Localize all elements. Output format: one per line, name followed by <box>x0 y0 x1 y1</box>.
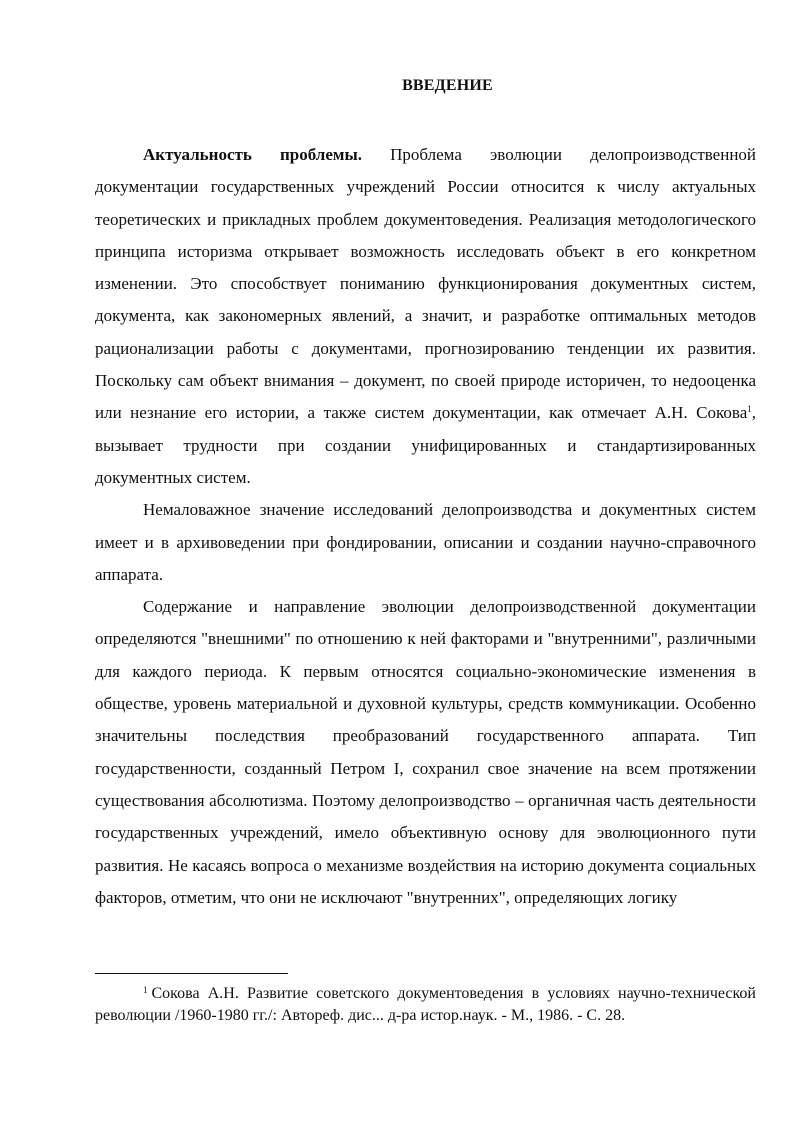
footnote-reference[interactable]: 1 <box>747 404 752 415</box>
footnote <box>95 983 756 1026</box>
paragraph-relevance <box>95 139 756 494</box>
paragraph-evolution: Содержание и направление эволюции делопроизводственной документации определяются "внешними" по отношению к ней факторами и "внутренними", различными для каждого периода. К первым относятся социально-экономические изменения в обществе, уровень материальной и духовной культуры, средств коммуникации. Особенно значительны последствия преобразований государственного аппарата. Тип государственности, созданный Петром I, сохранил свое значение на всем протяжении существования абсолютизма. Поэтому делопроизводство – органичная часть деятельности государственных учреждений, имело объективную основу для эволюционного пути развития. Не касаясь вопроса о механизме воздействия на историю документа социальных факторов, отметим, что они не исключают "внутренних", определяющих логику <box>95 597 756 907</box>
paragraph-archival: Немаловажное значение исследований делопроизводства и документных систем имеет и в архивоведении при фондировании, описании и создании научно-справочного аппарата. <box>95 500 756 584</box>
footnote-marker: 1 <box>143 985 148 995</box>
body-text <box>95 139 756 914</box>
paragraph-text: Проблема эволюции делопроизводственной документации государственных учреждений России относится к числу актуальных теоретических и прикладных проблем документоведения. Реализация методологического принципа историзма открывает возможность исследовать объект в его конкретном изменении. Это способствует пониманию функционирования документных систем, документа, как закономерных явлений, а значит, и разработке оптимальных методов рационализации работы с документами, прогнозированию тенденции их развития. Поскольку сам объект внимания – документ, по своей природе историчен, то недооценка или незнание его истории, а также систем документации, как отмечает А.Н. Сокова <box>95 145 757 423</box>
footnote-divider <box>95 973 288 974</box>
page-title: ВВЕДЕНИЕ <box>402 77 493 94</box>
paragraph-lead: Актуальность проблемы. <box>143 145 362 164</box>
paragraph-text-continued: , вызывает трудности при создании унифицированных и стандартизированных документных систем. <box>95 403 756 487</box>
footnote-text: Сокова А.Н. Развитие советского документоведения в условиях научно-технической революции /1960-1980 гг./: Автореф. дис... д-ра истор.наук. - М., 1986. - С. 28. <box>95 985 756 1024</box>
